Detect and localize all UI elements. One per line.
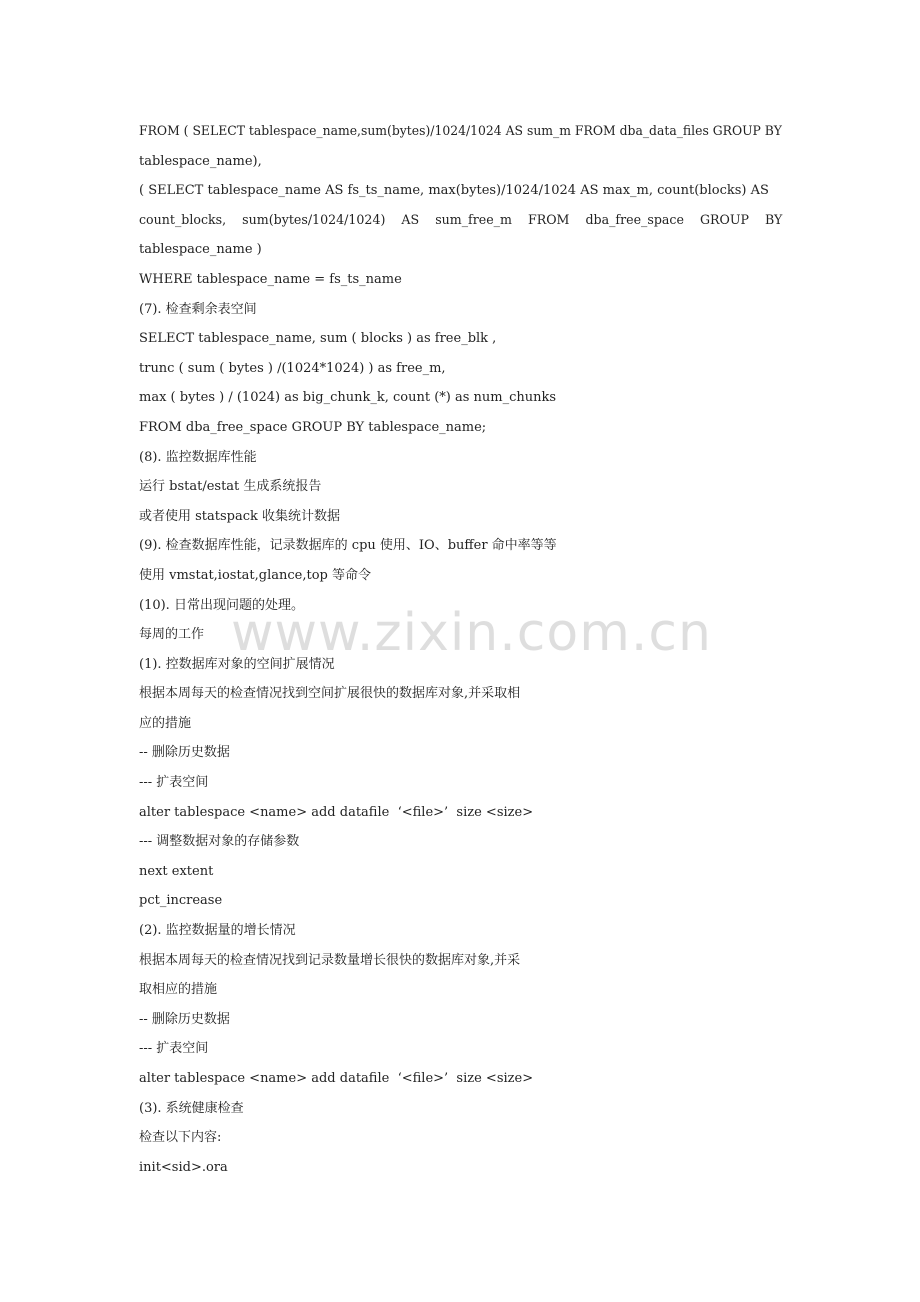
text-line: alter tablespace <name> add datafile ‘<file>’ size <size> — [139, 1071, 534, 1086]
text-line: count_blocks, sum(bytes/1024/1024) AS sum_free_m FROM dba_free_space GROUP BY — [139, 212, 783, 228]
watermark: www.zixin.com.cn — [231, 603, 712, 663]
section-title: 每周的工作 — [139, 627, 205, 643]
section-heading: (8). 监控数据库性能 — [139, 449, 257, 465]
text-line: alter tablespace <name> add datafile ‘<file>’ size <size> — [139, 804, 534, 820]
text-line: 根据本周每天的检查情况找到空间扩展很快的数据库对象,并采取相 — [139, 686, 521, 702]
text-line: 根据本周每天的检查情况找到记录数量增长很快的数据库对象,并采 — [139, 952, 521, 968]
section-heading: (10). 日常出现问题的处理。 — [139, 597, 304, 613]
text-line: --- 扩表空间 — [139, 1041, 209, 1057]
text-line: pct_increase — [139, 893, 223, 909]
text-line: -- 删除历史数据 — [139, 745, 230, 761]
text-line: 使用 vmstat,iostat,glance,top 等命令 — [139, 567, 372, 583]
section-heading: (3). 系统健康检查 — [139, 1100, 244, 1116]
text-line: 取相应的措施 — [139, 982, 218, 998]
text-line: 检查以下内容: — [139, 1130, 222, 1146]
text-line: ( SELECT tablespace_name AS fs_ts_name, max(bytes)/1024/1024 AS max_m, count(blocks) AS — [139, 183, 769, 199]
text-line: -- 删除历史数据 — [139, 1011, 230, 1027]
text-line: tablespace_name), — [139, 153, 262, 169]
text-line: 应的措施 — [139, 715, 192, 731]
text-line: init<sid>.ora — [139, 1159, 228, 1175]
text-line: --- 调整数据对象的存储参数 — [139, 834, 300, 850]
document-body — [139, 120, 782, 1185]
text-line: FROM ( SELECT tablespace_name,sum(bytes)/1024/1024 AS sum_m FROM dba_data_files GROUP BY — [139, 124, 782, 139]
text-line: next extent — [139, 863, 214, 879]
section-heading: (9). 检查数据库性能，记录数据库的 cpu 使用、IO、buffer 命中率等等 — [139, 538, 557, 554]
section-heading: (7). 检查剩余表空间 — [139, 301, 257, 317]
text-line: --- 扩表空间 — [139, 775, 209, 791]
section-heading: (1). 控数据库对象的空间扩展情况 — [139, 656, 335, 672]
text-line: trunc ( sum ( bytes ) /(1024*1024) ) as free_m, — [139, 360, 446, 376]
text-line: SELECT tablespace_name, sum ( blocks ) as free_blk , — [139, 331, 497, 347]
text-line: FROM dba_free_space GROUP BY tablespace_name; — [139, 419, 487, 435]
text-line: max ( bytes ) / (1024) as big_chunk_k, count (*) as num_chunks — [139, 390, 557, 406]
text-line: WHERE tablespace_name = fs_ts_name — [139, 271, 402, 287]
text-line: tablespace_name ) — [139, 242, 262, 258]
section-heading: (2). 监控数据量的增长情况 — [139, 923, 296, 939]
text-line: 或者使用 statspack 收集统计数据 — [139, 508, 341, 524]
text-line: 运行 bstat/estat 生成系统报告 — [139, 479, 322, 495]
